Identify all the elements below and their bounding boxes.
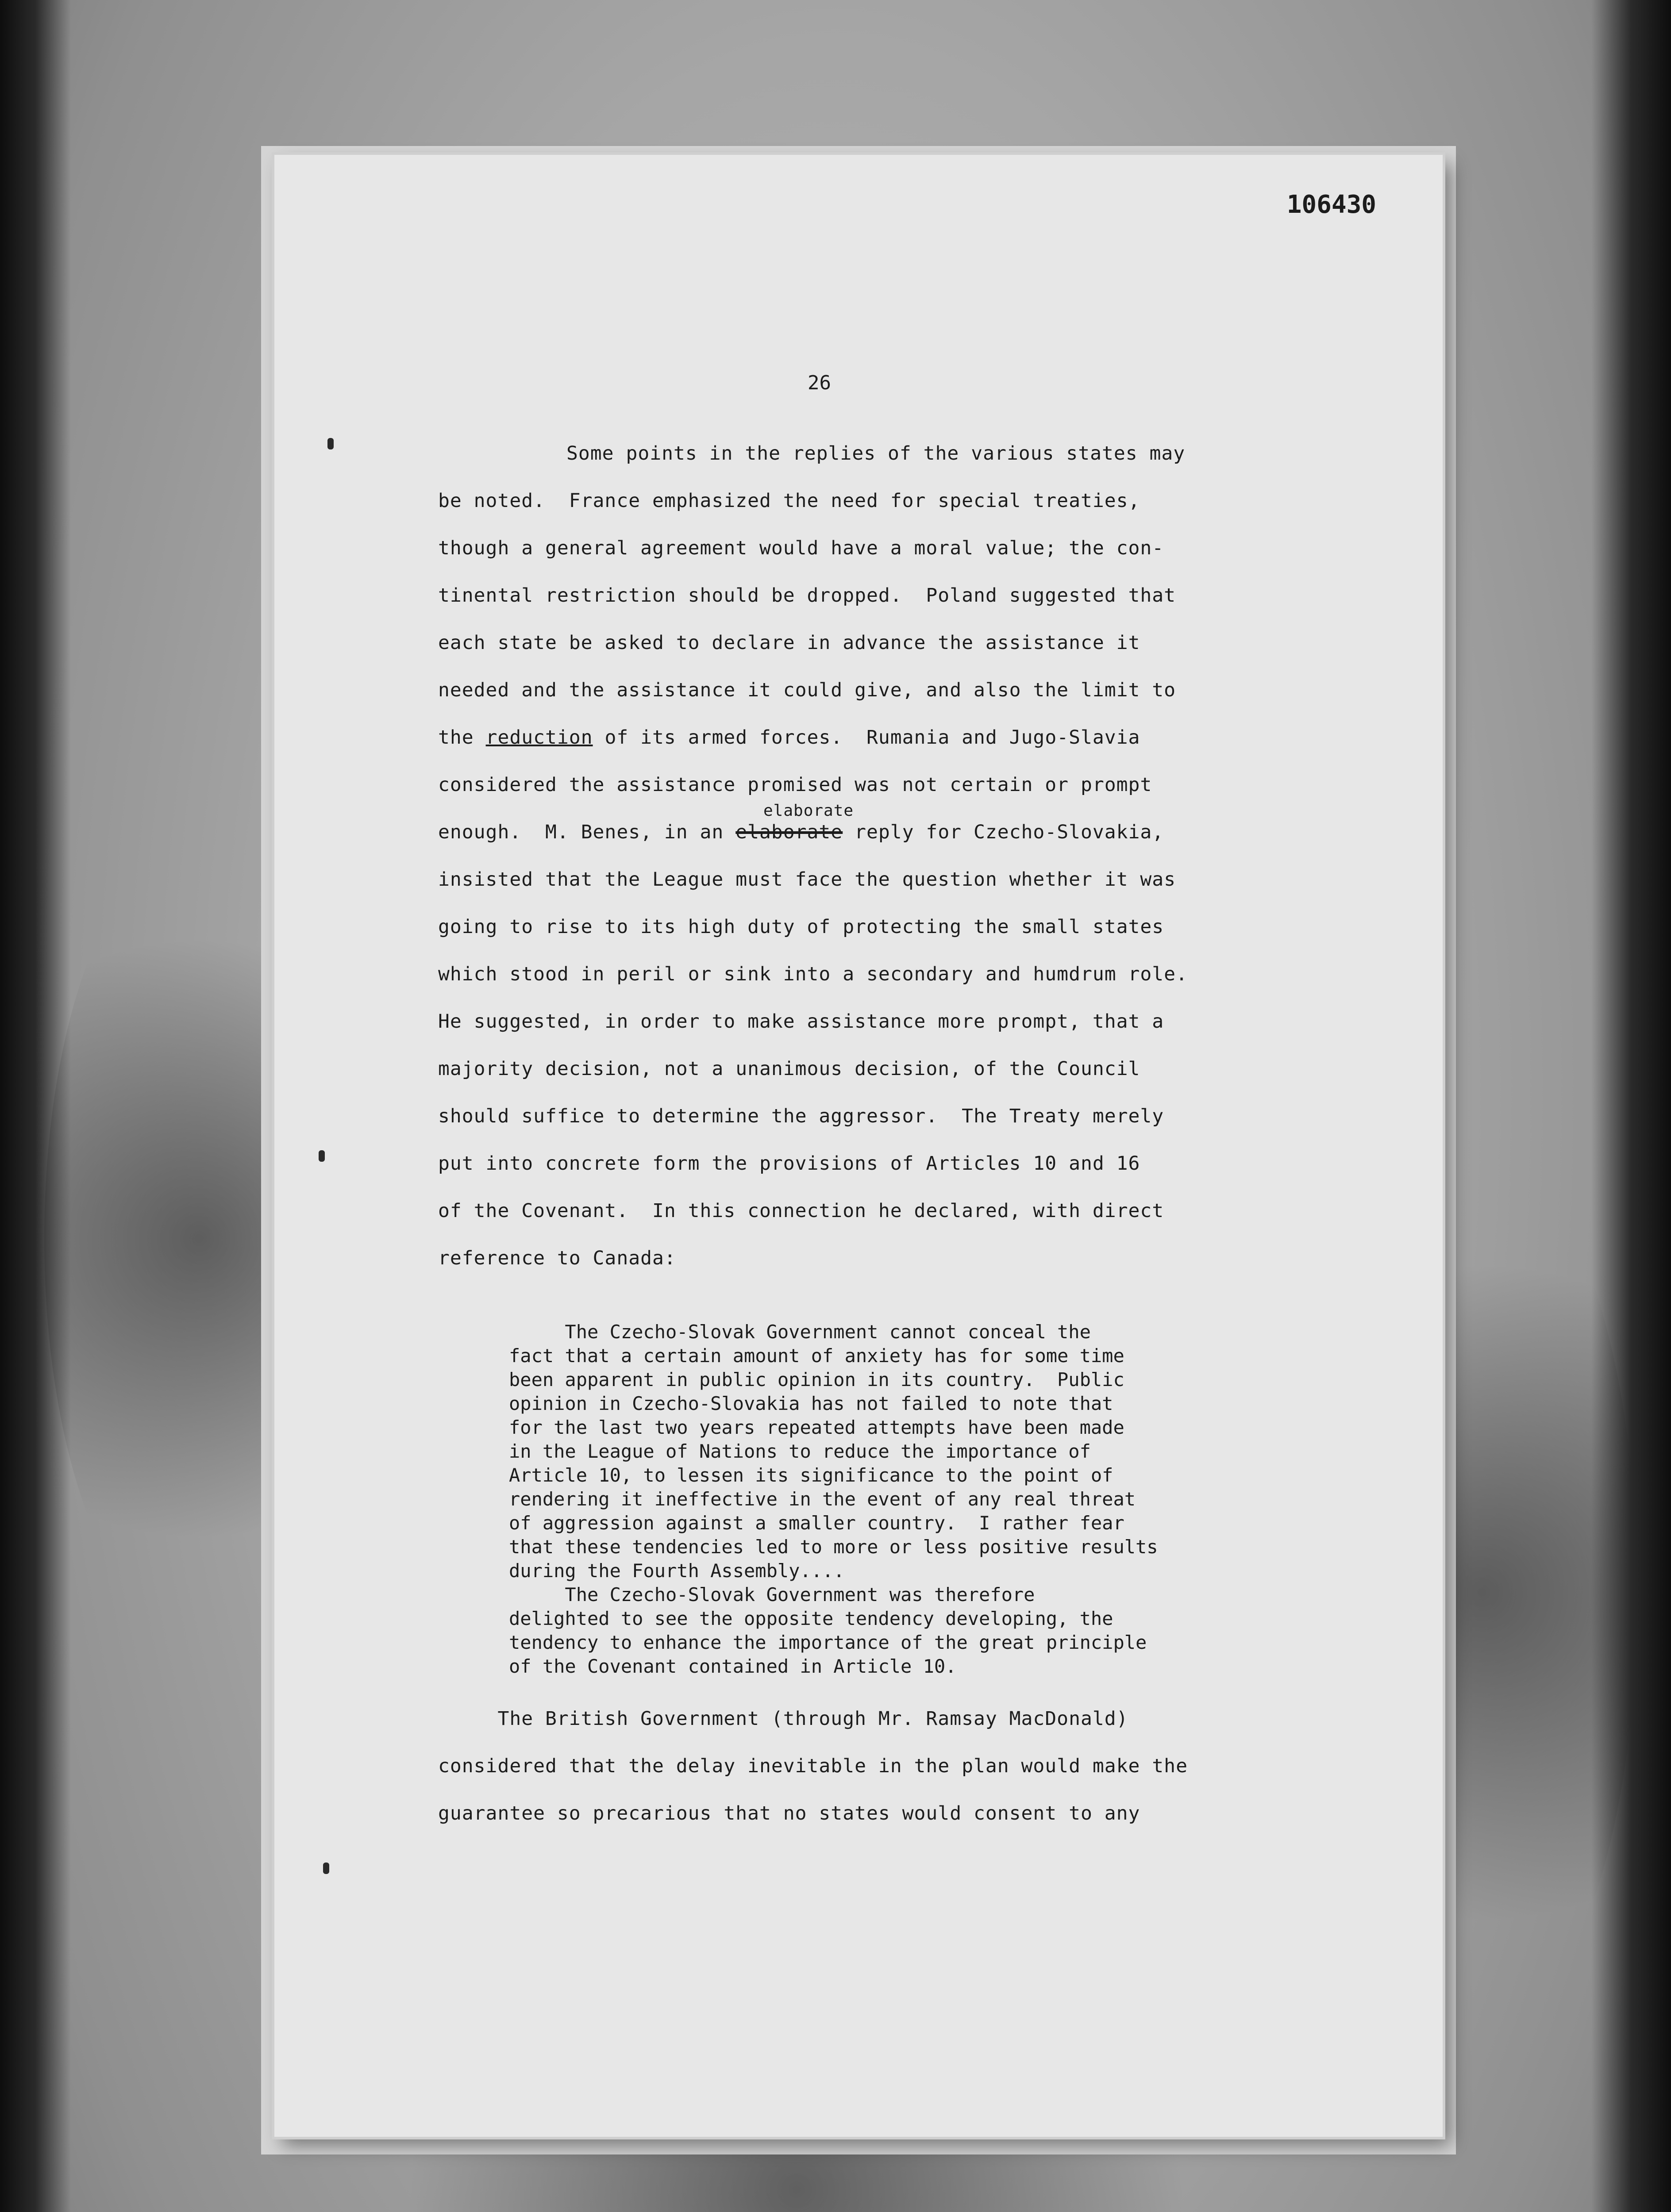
underlined-word: reduction [485, 726, 593, 749]
body-line: of the Covenant. In this connection he declared, with direct [438, 1200, 1164, 1222]
quote-line: for the last two years repeated attempts have been made [509, 1417, 1124, 1438]
body-line: tinental restriction should be dropped. Poland suggested that [438, 584, 1176, 607]
page-number: 26 [808, 372, 831, 394]
body-line: be noted. France emphasized the need for special treaties, [438, 490, 1140, 512]
text-fragment: of its armed forces. Rumania and Jugo-Slavia [593, 726, 1140, 749]
quote-line: tendency to enhance the importance of the great principle [509, 1632, 1147, 1653]
quote-line: of the Covenant contained in Article 10. [509, 1655, 957, 1677]
body-line: Some points in the replies of the various states may [566, 442, 1186, 465]
text-fragment: reply for Czecho-Slovakia, [843, 821, 1164, 843]
body-line: The British Government (through Mr. Ramsay MacDonald) [438, 1708, 1128, 1730]
quote-line: rendering it ineffective in the event of any real threat [509, 1488, 1136, 1510]
punch-hole [319, 1150, 325, 1162]
body-line: needed and the assistance it could give, and also the limit to [438, 679, 1176, 701]
typed-page [274, 155, 1443, 2137]
body-line-reduction [438, 726, 1140, 749]
body-line: should suffice to determine the aggressor. The Treaty merely [438, 1105, 1164, 1127]
body-line: though a general agreement would have a moral value; the con- [438, 537, 1164, 559]
struck-word: elaborate [735, 821, 843, 843]
body-line: reference to Canada: [438, 1247, 676, 1269]
body-line: He suggested, in order to make assistance more prompt, that a [438, 1010, 1164, 1033]
handwritten-insertion: elaborate [763, 802, 854, 820]
quote-line: delighted to see the opposite tendency developing, the [509, 1608, 1113, 1629]
body-line: majority decision, not a unanimous decision, of the Council [438, 1058, 1140, 1080]
body-line: put into concrete form the provisions of Articles 10 and 16 [438, 1152, 1140, 1175]
punch-hole [323, 1863, 329, 1874]
body-line: considered the assistance promised was not certain or prompt [438, 774, 1152, 796]
quote-line: The Czecho-Slovak Government cannot conceal the [509, 1321, 1091, 1343]
text-fragment: the [438, 726, 486, 749]
body-line: which stood in peril or sink into a secondary and humdrum role. [438, 963, 1188, 985]
quote-line: The Czecho-Slovak Government was therefore [509, 1584, 1035, 1605]
quote-line: of aggression against a smaller country. I rather fear [509, 1512, 1124, 1534]
body-line: guarantee so precarious that no states would consent to any [438, 1802, 1140, 1824]
film-edge-left [0, 0, 71, 2212]
quote-line: fact that a certain amount of anxiety has for some time [509, 1345, 1124, 1367]
body-line: each state be asked to declare in advance the assistance it [438, 632, 1140, 654]
quote-line: been apparent in public opinion in its country. Public [509, 1369, 1124, 1390]
quote-line: during the Fourth Assembly.... [509, 1560, 845, 1582]
body-line-benes [438, 821, 1164, 843]
quote-line: opinion in Czecho-Slovakia has not failed to note that [509, 1393, 1113, 1414]
text-fragment: enough. M. Benes, in an [438, 821, 736, 843]
body-line: considered that the delay inevitable in the plan would make the [438, 1755, 1188, 1777]
quote-line: that these tendencies led to more or less positive results [509, 1536, 1158, 1558]
document-number: 106430 [1286, 190, 1376, 219]
film-edge-right [1591, 0, 1671, 2212]
body-line: insisted that the League must face the question whether it was [438, 868, 1176, 891]
punch-hole [327, 438, 334, 449]
body-line: going to rise to its high duty of protecting the small states [438, 916, 1164, 938]
quote-line: in the League of Nations to reduce the importance of [509, 1440, 1091, 1462]
quote-line: Article 10, to lessen its significance to the point of [509, 1464, 1113, 1486]
